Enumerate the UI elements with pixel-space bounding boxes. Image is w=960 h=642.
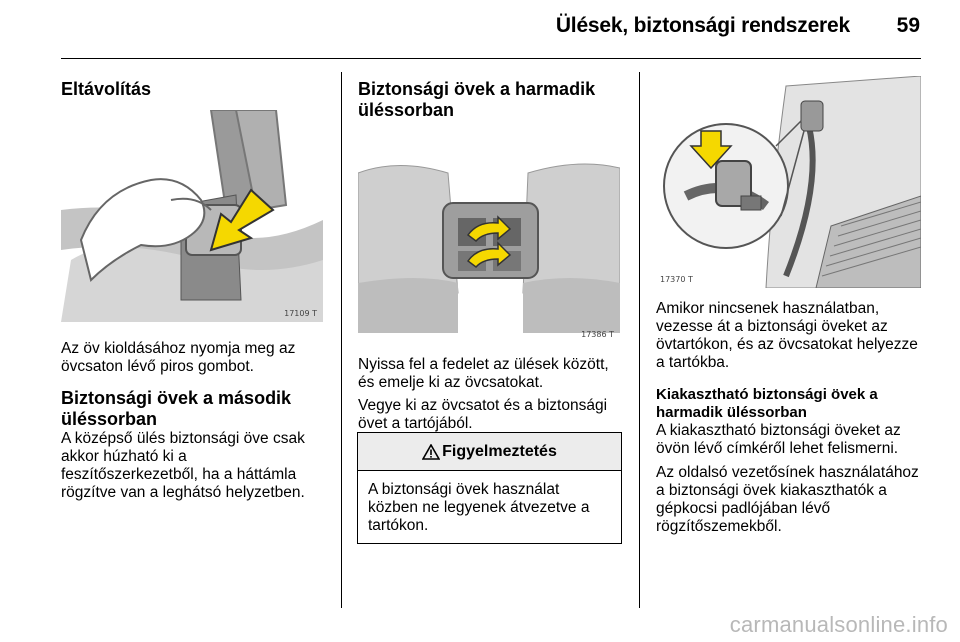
buckle-release-illustration [61, 110, 323, 322]
paragraph-side-rails: Az oldalsó vezetősínek használatához a biztonsági övek kiakaszthatók a gépkocsi padlójában lévő rögzítőszemekből. [656, 464, 919, 535]
warning-box [357, 432, 622, 544]
warning-header [358, 433, 621, 471]
column-divider-1 [341, 72, 342, 608]
figure-third-row-buckles [358, 133, 620, 343]
section-heading-second-row: Biztonsági övek a második üléssorban [61, 388, 292, 429]
subheading-detachable-belts: Kiakasztható biztonsági övek a harmadik üléssorban [656, 386, 878, 421]
warning-triangle-icon [422, 444, 440, 460]
column-divider-2 [639, 72, 640, 608]
paragraph-detachable-label: A kiakasztható biztonsági öveket az övön lévő címkéről lehet felismerni. [656, 422, 901, 457]
column-3 [656, 76, 921, 536]
paragraph-open-cover: Nyissa fel a fedelet az ülések között, és emelje ki az övcsatokat. [358, 356, 609, 391]
figure-belt-holders [656, 76, 921, 288]
paragraph-second-row: A középső ülés biztonsági öve csak akkor húzható ki a feszítőszerkezetből, ha a háttámla rögzítve van a leghátsó helyzetben. [61, 430, 305, 501]
warning-text: A biztonsági övek használat közben ne legyenek átvezetve a tartókon. [368, 481, 590, 534]
watermark-text: carmanualsonline.info [729, 612, 948, 637]
section-heading-removal: Eltávolítás [61, 79, 152, 99]
header-divider [61, 58, 921, 59]
section-heading-third-row: Biztonsági övek a harmadik üléssorban [358, 79, 596, 120]
warning-title: Figyelmeztetés [442, 442, 557, 460]
figure-number: 17370 T [660, 275, 693, 284]
paragraph-release-instructions: Az öv kioldásához nyomja meg az övcsaton lévő piros gombot. [61, 340, 296, 375]
paragraph-belt-holders: Amikor nincsenek használatban, vezesse át a biztonsági öveket az övtartókon, és az övcsatokat helyezze a tartókba. [656, 300, 918, 371]
figure-number: 17109 T [284, 309, 317, 318]
belt-holders-illustration [656, 76, 921, 288]
figure-buckle-release [61, 110, 323, 322]
third-row-buckles-illustration [358, 133, 620, 343]
page-number: 59 [896, 14, 920, 37]
page-header-title: Ülések, biztonsági rendszerek [555, 14, 850, 37]
figure-number: 17386 T [581, 330, 614, 339]
column-1 [61, 76, 326, 502]
column-2 [358, 76, 623, 433]
paragraph-remove-buckle: Vegye ki az övcsatot és a biztonsági övet a tartójából. [358, 397, 608, 432]
